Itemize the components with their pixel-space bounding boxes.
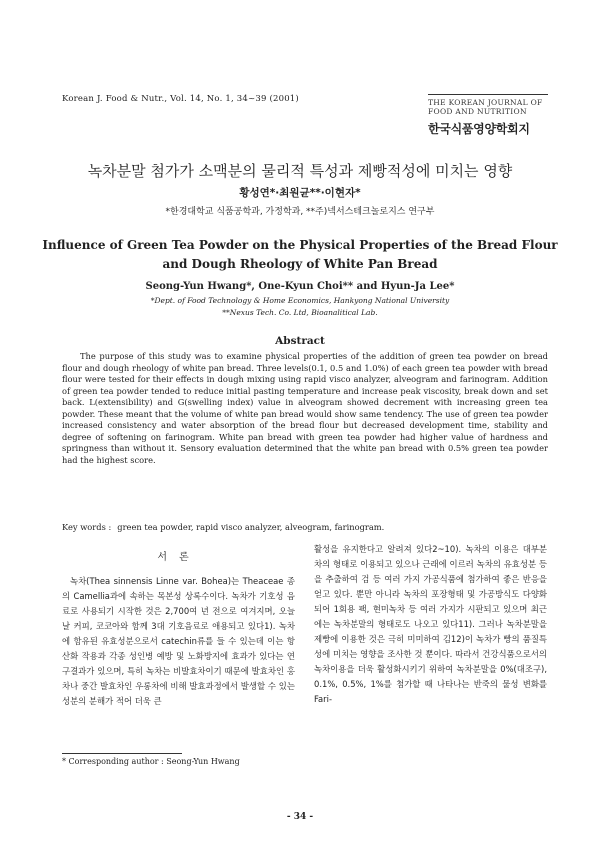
- title-english-line1: Influence of Green Tea Powder on the Physical Properties of the Bread Flour: [42, 238, 558, 252]
- page-number: - 34 -: [286, 812, 314, 822]
- keywords-label: Key words :: [62, 522, 112, 532]
- section-heading-introduction: 서론: [157, 552, 201, 563]
- journal-name-kr: 한국식품영양학회지: [428, 122, 530, 136]
- journal-name-en-line1: THE KOREAN JOURNAL OF: [428, 98, 543, 107]
- authors-english: Seong-Yun Hwang*, One-Kyun Choi** and Hyun-Ja Lee*: [145, 281, 455, 292]
- abstract-heading: Abstract: [275, 335, 325, 347]
- authors-korean: 황성연*·최원균**·이현자*: [239, 187, 361, 199]
- body-column-left: 녹차(Thea sinnensis Linne var. Bohea)는 Theaceae 종의 Camellia과에 속하는 목본성 상록수이다. 녹차가 기호성 음료로 사용되기 시작한 것은 2,700여 년 전으로 여겨지며, 오늘날 커피, 코코아와 함께 3대 기호음료로 애용되고 있다1). 녹차에 함유된 유효성분으로서 catechin류를 들 수 있는데 이는 항산화 작용과 각종 성인병 예방 및 노화방지에 효과가 있다는 연구결과가 있으며, 특히 녹차는 비발효차이기 때문에 발효차인 홍차나 중간 발효차인 우롱차에 비해 발효과정에서 발생할 수 있는 성분의 분해가 적어 더욱 큰: [62, 576, 295, 706]
- keywords: [62, 522, 548, 532]
- affiliation-korean: *한경대학교 식품공학과, 가정학과, **주)넥서스테크놀로지스 연구부: [165, 207, 435, 217]
- affiliation-english-1: *Dept. of Food Technology & Home Economics, Hankyong National University: [150, 296, 450, 305]
- keywords-text: green tea powder, rapid visco analyzer, alveogram, farinogram.: [117, 522, 385, 532]
- title-english: [40, 236, 560, 274]
- corresponding-author-footnote: * Corresponding author : Seong-Yun Hwang: [62, 757, 240, 766]
- title-korean: 녹차분말 첨가가 소맥분의 물리적 특성과 제빵적성에 미치는 영향: [87, 162, 513, 180]
- affiliation-english-2: **Nexus Tech. Co. Ltd, Bioanalitical Lab.: [222, 308, 378, 317]
- body-column-right: 활성을 유지한다고 알려져 있다2~10). 녹차의 이용은 대부분 차의 형태로 이용되고 있으나 근래에 이르러 녹차의 유효성분 등을 추출하여 검 등 여러 가지 가공식품에 첨가하여 좋은 반응을 얻고 있다. 뿐만 아니라 녹차의 포장형태 및 가공방식도 다양화되어 1회용 팩, 현미녹차 등 여러 가지가 시판되고 있으며 최근에는 녹차분말의 형태로도 나오고 있다11). 그러나 녹차분말을 제빵에 이용한 것은 극히 미미하여 김12)이 녹차가 빵의 품질특성에 미치는 영향을 조사한 것 뿐이다. 따라서 건강식품으로서의 녹차이용을 더욱 활성화시키기 위하여 녹차분말을 0%(대조구), 0.1%, 0.5%, 1%를 첨가할 때 나타나는 반죽의 물성 변화를 Fari-: [314, 544, 547, 704]
- footnote-divider: [62, 753, 182, 754]
- abstract-body: The purpose of this study was to examine physical properties of the addition of green tea powder on bread flour and dough rheology of white pan bread. Three levels(0.1, 0.5 and 1.0%) of each green tea powder with bread flour were tested for their effects in dough mixing using rapid visco analyzer, alveogram and farinogram. Addition of green tea powder tended to reduce initial pasting temperature and increase peak viscosity, break down and set back. L(extensibility) and G(swelling index) value in alveogram showed decrement with increasing green tea powder. These meant that the volume of white pan bread would show same tendency. The use of green tea powder increased consistency and water absorption of the bread flour but decreased development time, stability and degree of softening on farinogram. White pan bread with green tea powder had higher value of hardness and springness than without it. Sensory evaluation determined that the white pan bread with 0.5% green tea powder had the highest score.: [62, 351, 548, 465]
- journal-citation: Korean J. Food & Nutr., Vol. 14, No. 1, 34~39 (2001): [62, 94, 299, 104]
- journal-masthead: [428, 94, 548, 137]
- journal-name-en-line2: FOOD AND NUTRITION: [428, 107, 527, 116]
- title-english-line2: and Dough Rheology of White Pan Bread: [162, 257, 438, 271]
